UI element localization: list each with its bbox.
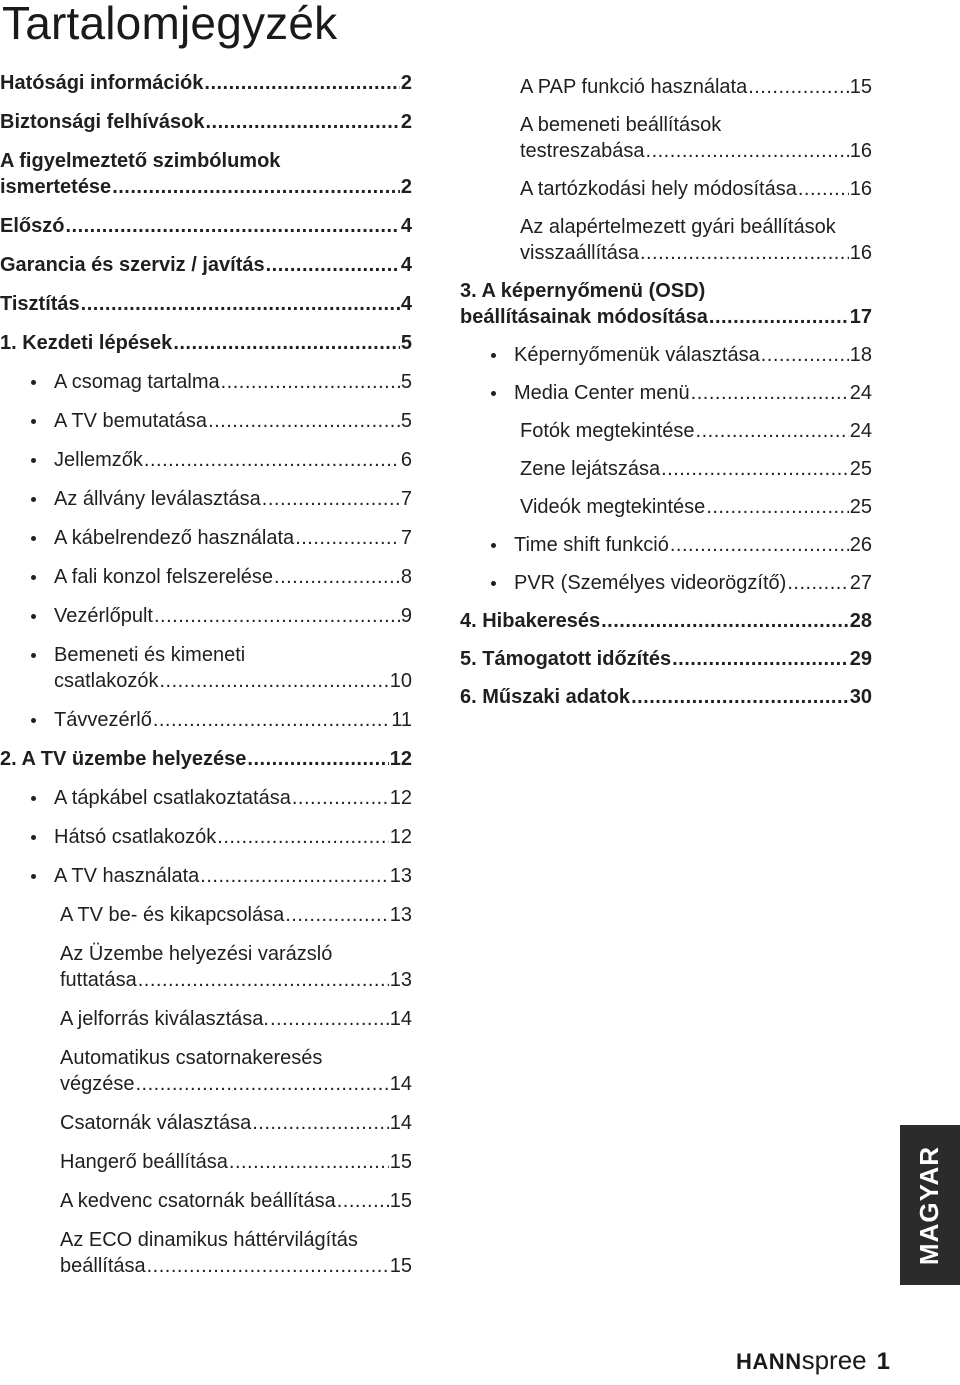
dot-leader — [337, 1188, 389, 1214]
bullet-icon — [31, 796, 36, 801]
toc-entry[interactable] — [0, 109, 412, 135]
dot-leader — [208, 408, 400, 434]
bullet-icon — [31, 835, 36, 840]
toc-entry-title: 3. A képernyőmenü (OSD) — [460, 280, 706, 302]
dot-leader — [696, 418, 849, 444]
toc-page-number: 2 — [400, 176, 412, 198]
dot-leader — [217, 824, 388, 850]
dot-leader — [798, 176, 849, 202]
dot-leader — [65, 213, 399, 239]
dot-leader — [270, 1006, 389, 1032]
toc-entry[interactable] — [60, 1006, 412, 1032]
toc-entry-title: Hangerő beállítása — [60, 1151, 228, 1173]
dot-leader — [640, 240, 849, 266]
toc-entry-title: Jellemzők — [54, 449, 143, 471]
bullet-icon — [31, 575, 36, 580]
dot-leader — [285, 902, 389, 928]
toc-entry[interactable] — [60, 941, 412, 993]
toc-entry-title: A kábelrendező használata — [54, 527, 295, 549]
toc-page-number: 15 — [389, 1190, 412, 1212]
toc-entry-title: Biztonsági felhívások — [0, 111, 205, 133]
toc-entry-title: A fali konzol felszerelése — [54, 566, 274, 588]
toc-entry-title: A PAP funkció használata — [520, 76, 748, 98]
toc-page-number: 9 — [400, 605, 412, 627]
toc-entry-title: A tápkábel csatlakoztatása — [54, 787, 291, 809]
toc-entry[interactable] — [60, 1149, 412, 1175]
toc-entry[interactable] — [0, 70, 412, 96]
toc-entry-title: Távvezérlő — [54, 709, 152, 731]
toc-entry[interactable] — [0, 213, 412, 239]
toc-entry[interactable] — [520, 74, 872, 100]
toc-entry[interactable] — [460, 684, 872, 710]
dot-leader — [153, 707, 390, 733]
toc-entry-title-cont: testreszabása — [520, 140, 645, 162]
bullet-icon — [31, 380, 36, 385]
toc-entry-title: Time shift funkció — [514, 534, 669, 556]
dot-leader — [229, 1149, 389, 1175]
toc-entry[interactable] — [520, 456, 872, 482]
toc-entry-title: A TV be- és kikapcsolása — [60, 904, 285, 926]
toc-entry-title: 6. Műszaki adatok — [460, 686, 631, 708]
dot-leader — [200, 863, 388, 889]
toc-entry-title: A csomag tartalma — [54, 371, 220, 393]
toc-entry[interactable] — [54, 603, 412, 629]
dot-leader — [672, 646, 849, 672]
toc-page-number: 17 — [849, 306, 872, 328]
dot-leader — [173, 330, 400, 356]
toc-page-number: 14 — [389, 1073, 412, 1095]
toc-entry[interactable] — [514, 342, 872, 368]
bullet-icon — [491, 543, 496, 548]
page-number: 1 — [876, 1348, 890, 1375]
toc-entry[interactable] — [0, 746, 412, 772]
bullet-icon — [31, 536, 36, 541]
toc-entry-title: A bemeneti beállítások — [520, 114, 722, 136]
toc-entry-title: A tartózkodási hely módosítása — [520, 178, 797, 200]
dot-leader — [295, 525, 400, 551]
toc-entry[interactable] — [460, 646, 872, 672]
toc-entry[interactable] — [54, 824, 412, 850]
toc-entry-title: 1. Kezdeti lépések — [0, 332, 173, 354]
toc-page-number: 24 — [849, 420, 872, 442]
toc-entry[interactable] — [54, 707, 412, 733]
page-footer — [736, 1345, 890, 1385]
toc-page-number: 5 — [400, 410, 412, 432]
toc-page-number: 7 — [400, 488, 412, 510]
toc-page-number: 26 — [849, 534, 872, 556]
toc-entry[interactable] — [60, 902, 412, 928]
toc-entry[interactable] — [514, 532, 872, 558]
dot-leader — [221, 369, 400, 395]
toc-entry-title: Tisztítás — [0, 293, 80, 315]
toc-page-number: 5 — [400, 332, 412, 354]
toc-page-number: 4 — [400, 254, 412, 276]
dot-leader — [160, 668, 389, 694]
dot-leader — [204, 70, 399, 96]
toc-entry-title: 2. A TV üzembe helyezése — [0, 748, 247, 770]
toc-page-number: 12 — [389, 826, 412, 848]
toc-entry[interactable] — [54, 785, 412, 811]
toc-page-number: 14 — [389, 1008, 412, 1030]
toc-page-number: 10 — [389, 670, 412, 692]
toc-entry-title: Hátsó csatlakozók — [54, 826, 217, 848]
toc-entry-title: Bemeneti és kimeneti — [54, 644, 246, 666]
toc-page-number: 27 — [849, 572, 872, 594]
toc-entry-title: A jelforrás kiválasztása. — [60, 1008, 269, 1030]
toc-page-number: 13 — [389, 969, 412, 991]
toc-entry[interactable] — [60, 1110, 412, 1136]
toc-page-number: 4 — [400, 293, 412, 315]
bullet-icon — [31, 419, 36, 424]
toc-page-number: 29 — [849, 648, 872, 670]
bullet-icon — [31, 718, 36, 723]
language-label: MAGYAR — [914, 1145, 945, 1265]
toc-entry-title: Képernyőmenük választása — [514, 344, 760, 366]
dot-leader — [761, 342, 849, 368]
toc-entry-title-cont: csatlakozók — [54, 670, 159, 692]
toc-entry-title: Vezérlőpult — [54, 605, 153, 627]
bullet-icon — [31, 458, 36, 463]
toc-right-column — [460, 74, 872, 710]
toc-entry[interactable] — [54, 486, 412, 512]
toc-entry[interactable] — [520, 418, 872, 444]
toc-entry[interactable] — [520, 112, 872, 164]
bullet-icon — [31, 497, 36, 502]
toc-entry[interactable] — [54, 564, 412, 590]
toc-page-number: 15 — [849, 76, 872, 98]
dot-leader — [154, 603, 400, 629]
dot-leader — [601, 608, 849, 634]
dot-leader — [631, 684, 849, 710]
toc-left-column — [0, 70, 412, 1279]
toc-page-number: 18 — [849, 344, 872, 366]
toc-entry-title: Garancia és szerviz / javítás — [0, 254, 265, 276]
bullet-icon — [31, 874, 36, 879]
toc-page-number: 25 — [849, 458, 872, 480]
toc-entry-title-cont: beállításainak módosítása — [460, 306, 708, 328]
toc-entry[interactable] — [60, 1045, 412, 1097]
toc-entry-title: A figyelmeztető szimbólumok — [0, 150, 281, 172]
toc-entry-title-cont: visszaállítása — [520, 242, 639, 264]
toc-page-number: 30 — [849, 686, 872, 708]
toc-entry-title-cont: beállítása — [60, 1255, 146, 1277]
toc-entry-title: PVR (Személyes videorögzítő) — [514, 572, 787, 594]
toc-entry[interactable] — [520, 176, 872, 202]
dot-leader — [112, 174, 400, 200]
toc-page-number: 15 — [389, 1151, 412, 1173]
toc-entry-title-cont: végzése — [60, 1073, 135, 1095]
toc-entry-title-cont: ismertetése — [0, 176, 112, 198]
dot-leader — [262, 486, 400, 512]
toc-entry[interactable] — [54, 863, 412, 889]
toc-page-number: 12 — [389, 787, 412, 809]
toc-page-number: 5 — [400, 371, 412, 393]
dot-leader — [274, 564, 400, 590]
toc-page-number: 25 — [849, 496, 872, 518]
bullet-icon — [31, 614, 36, 619]
toc-page-number: 13 — [389, 904, 412, 926]
toc-entry-title: 4. Hibakeresés — [460, 610, 601, 632]
toc-entry[interactable] — [54, 642, 412, 694]
toc-entry[interactable] — [520, 214, 872, 266]
dot-leader — [292, 785, 389, 811]
dot-leader — [252, 1110, 389, 1136]
toc-entry-title: Media Center menü — [514, 382, 690, 404]
toc-page-number: 24 — [849, 382, 872, 404]
toc-entry[interactable] — [0, 252, 412, 278]
toc-entry[interactable] — [0, 330, 412, 356]
toc-entry-title: Csatornák választása — [60, 1112, 252, 1134]
bullet-icon — [491, 391, 496, 396]
brand-logo-part2: spree — [801, 1345, 867, 1375]
toc-page-number: 12 — [389, 748, 412, 770]
toc-entry-title: Az alapértelmezett gyári beállítások — [520, 216, 836, 238]
toc-entry-title: Az állvány leválasztása — [54, 488, 261, 510]
toc-entry[interactable] — [514, 380, 872, 406]
dot-leader — [748, 74, 849, 100]
toc-entry-title: Videók megtekintése — [520, 496, 706, 518]
toc-page-number: 15 — [389, 1255, 412, 1277]
toc-page-number: 13 — [389, 865, 412, 887]
brand-logo-part1: HANN — [736, 1349, 802, 1374]
page-title: Tartalomjegyzék — [2, 0, 338, 49]
toc-entry-title: Zene lejátszása — [520, 458, 661, 480]
toc-entry[interactable] — [0, 148, 412, 200]
dot-leader — [81, 291, 400, 317]
dot-leader — [136, 1071, 389, 1097]
bullet-icon — [491, 581, 496, 586]
toc-entry[interactable] — [0, 291, 412, 317]
dot-leader — [147, 1253, 389, 1279]
toc-page-number: 16 — [849, 140, 872, 162]
dot-leader — [144, 447, 400, 473]
dot-leader — [138, 967, 389, 993]
toc-entry[interactable] — [54, 369, 412, 395]
toc-entry-title: A TV bemutatása — [54, 410, 208, 432]
toc-page-number: 28 — [849, 610, 872, 632]
toc-page-number: 16 — [849, 242, 872, 264]
toc-entry-title-cont: futtatása — [60, 969, 137, 991]
toc-page-number: 4 — [400, 215, 412, 237]
toc-entry[interactable] — [60, 1227, 412, 1279]
toc-entry[interactable] — [54, 447, 412, 473]
dot-leader — [266, 252, 400, 278]
dot-leader — [646, 138, 849, 164]
toc-page-number: 14 — [389, 1112, 412, 1134]
toc-entry-title: Fotók megtekintése — [520, 420, 695, 442]
toc-entry[interactable] — [514, 570, 872, 596]
toc-entry[interactable] — [520, 494, 872, 520]
toc-page-number: 2 — [400, 72, 412, 94]
toc-entry[interactable] — [460, 278, 872, 330]
toc-entry[interactable] — [54, 525, 412, 551]
toc-entry-title: Automatikus csatornakeresés — [60, 1047, 323, 1069]
toc-entry-title: A TV használata — [54, 865, 200, 887]
dot-leader — [670, 532, 849, 558]
toc-page-number: 2 — [400, 111, 412, 133]
toc-page-number: 6 — [400, 449, 412, 471]
toc-entry-title: A kedvenc csatornák beállítása — [60, 1190, 336, 1212]
language-tab — [900, 1125, 960, 1285]
toc-page-number: 8 — [400, 566, 412, 588]
toc-entry-title: Hatósági információk — [0, 72, 204, 94]
toc-entry-title: Az ECO dinamikus háttérvilágítás — [60, 1229, 358, 1251]
dot-leader — [706, 494, 848, 520]
toc-entry[interactable] — [60, 1188, 412, 1214]
toc-entry-title: Az Üzembe helyezési varázsló — [60, 943, 333, 965]
toc-page-number: 11 — [391, 709, 412, 731]
bullet-icon — [31, 653, 36, 658]
toc-entry[interactable] — [54, 408, 412, 434]
dot-leader — [691, 380, 849, 406]
toc-entry-title: 5. Támogatott időzítés — [460, 648, 672, 670]
toc-page-number: 7 — [400, 527, 412, 549]
toc-page-number: 16 — [849, 178, 872, 200]
dot-leader — [787, 570, 848, 596]
toc-entry[interactable] — [460, 608, 872, 634]
bullet-icon — [491, 353, 496, 358]
dot-leader — [206, 109, 400, 135]
dot-leader — [709, 304, 849, 330]
dot-leader — [247, 746, 388, 772]
dot-leader — [661, 456, 849, 482]
toc-entry-title: Előszó — [0, 215, 65, 237]
